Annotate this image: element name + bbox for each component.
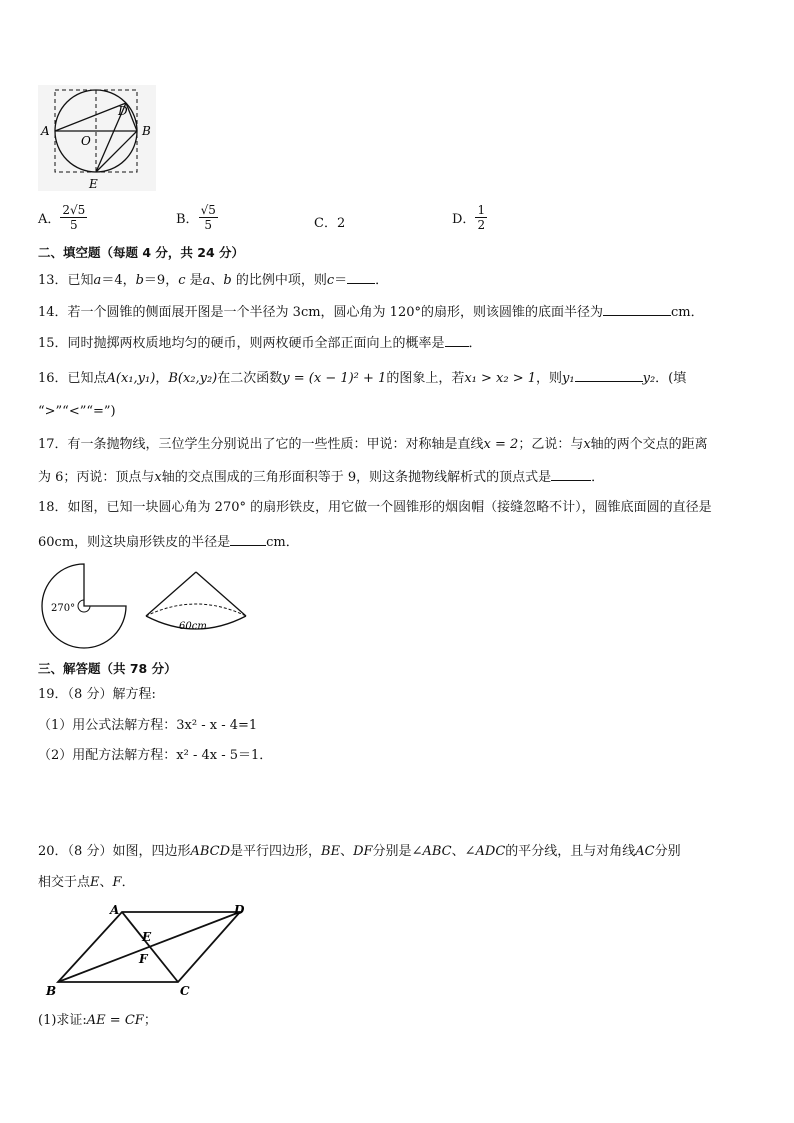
label-o: O [81,134,91,148]
label-d: D [118,104,128,118]
q13-blank[interactable] [347,270,375,284]
q18: 18．如图，已知一块圆心角为 270° 的扇形铁皮，用它做一个圆锥形的烟囱帽（接缝忽略不计），圆锥底面圆的直径是 [38,500,712,515]
label-f: F [139,952,148,966]
option-b-den: 5 [204,218,213,232]
q20-line2: 相交于点E、F． [38,875,135,890]
section2-title: 二、填空题（每题 4 分，共 24 分） [38,245,245,260]
option-d[interactable]: D． $\frac{1}{2}$ [452,203,486,232]
option-a[interactable]: A． $\frac{2√5}{5}$ [38,203,86,232]
q20-part1: (1)求证:AE = CF； [38,1013,157,1028]
label-c: C [180,984,190,998]
q20: 20．（8 分）如图，四边形ABCD是平行四边形，BE、DF分别是∠ABC、∠ADC的平分线，且与对角线AC分别 [38,844,681,859]
q18-line2: 60cm，则这块扇形铁皮的半径是 cm． [38,532,299,552]
option-c[interactable]: C．2 [314,216,346,231]
q14-blank[interactable] [603,302,671,316]
q16-blank[interactable] [575,368,643,382]
q19-part2: （2）用配方法解方程：x² - 4x - 5＝1． [38,748,273,763]
q18-blank[interactable] [230,532,266,546]
option-d-num: 1 [477,203,486,217]
q16-line2: “>”“<”“=”) [38,404,116,419]
q13: 13．已知a＝4，b＝9，c 是a、b 的比例中项，则c＝ ． [38,270,388,290]
figure-parallelogram [38,900,258,1000]
q15-blank[interactable] [445,333,469,347]
section3-title: 三、解答题（共 78 分） [38,661,177,676]
label-a: A [110,903,120,917]
cone-diameter-label: 60cm [179,621,207,632]
option-a-den: 5 [70,218,78,232]
figure-sector-cone [38,562,258,654]
label-b: B [46,984,57,998]
q17-line2: 为 6；丙说：顶点与x轴的交点围成的三角形面积等于 9，则这条抛物线解析式的顶点式是 ． [38,467,604,487]
option-b[interactable]: B． $\frac{√5}{5}$ [176,203,216,232]
option-a-num: 2√5 [62,203,86,217]
label-a: A [41,124,50,138]
q16: 16．已知点A(x₁,y₁)，B(x₂,y₂)在二次函数y = (x − 1)² + 1的图象上，若x₁ > x₂ > 1，则y₁ y₂．(填 [38,368,686,388]
label-d: D [234,903,245,917]
q14: 14．若一个圆锥的侧面展开图是一个半径为 3cm，圆心角为 120°的扇形，则该圆锥的底面半径为 cm． [38,302,704,322]
option-b-num: √5 [200,203,216,217]
q12-options [38,203,598,239]
label-b: B [142,124,151,138]
option-d-den: 2 [477,218,486,232]
q15: 15．同时抛掷两枚质地均匀的硬币，则两枚硬币全部正面向上的概率是 ． [38,333,482,353]
label-e: E [89,177,98,191]
label-e: E [142,930,152,944]
q17-blank[interactable] [551,467,591,481]
q17: 17．有一条抛物线，三位学生分别说出了它的一些性质：甲说：对称轴是直线x = 2；乙说：与x轴的两个交点的距离 [38,437,708,452]
sector-angle-label: 270° [51,603,76,614]
q19-title: 19．（8 分）解方程: [38,687,156,702]
figure-circle-square [38,85,158,193]
q19-part1: （1）用公式法解方程：3x² - x - 4=1 [38,718,258,733]
